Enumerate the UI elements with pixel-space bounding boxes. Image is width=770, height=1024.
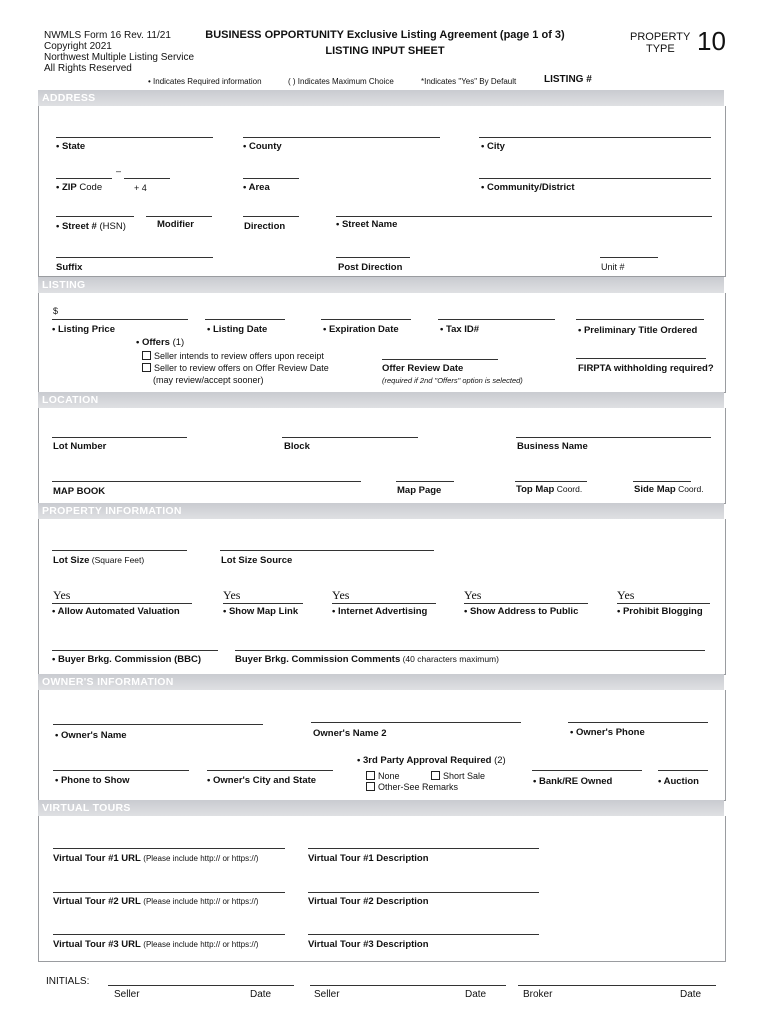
street-number-label: • Street # (HSN) (56, 221, 126, 232)
area-field[interactable] (243, 178, 299, 179)
org-name: Northwest Multiple Listing Service (44, 52, 195, 63)
map-link-field[interactable] (223, 603, 303, 604)
listing-date-field[interactable] (205, 319, 285, 320)
form-number: NWMLS Form 16 Rev. 11/21 (44, 30, 171, 41)
show-address-label: • Show Address to Public (464, 606, 579, 617)
owner-name-field[interactable] (53, 724, 263, 725)
post-direction-field[interactable] (336, 257, 410, 258)
tour-2-url-field[interactable] (53, 892, 285, 893)
bbc-comments-field[interactable] (235, 650, 705, 651)
tax-id-label: • Tax ID# (440, 324, 480, 335)
section-address-title: ADDRESS (42, 92, 96, 104)
seller-2-caption: Seller (314, 989, 340, 1000)
block-field[interactable] (282, 437, 418, 438)
checkbox[interactable] (366, 782, 375, 791)
zip-dash: – (116, 166, 122, 176)
zip-plus4-field[interactable] (124, 178, 170, 179)
owner-phone-label: • Owner's Phone (570, 727, 645, 738)
initials-seller-field[interactable] (108, 985, 294, 986)
lot-size-label: Lot Size (Square Feet) (53, 555, 145, 566)
tour-1-desc-field[interactable] (308, 848, 539, 849)
lot-size-source-label: Lot Size Source (221, 555, 293, 566)
offer-option-note: (may review/accept sooner) (153, 375, 264, 385)
property-type-label: PROPERTY (630, 31, 691, 43)
checkbox[interactable] (142, 363, 151, 372)
community-field[interactable] (479, 178, 711, 179)
internet-field[interactable] (332, 603, 436, 604)
tour-3-url-label: Virtual Tour #3 URL (Please include http:// or https://) (53, 939, 259, 950)
auction-label: • Auction (658, 776, 699, 787)
top-map-label: Top Map Coord. (516, 484, 583, 495)
street-number-field[interactable] (56, 216, 134, 217)
county-label: • County (243, 141, 282, 152)
listing-price-field[interactable] (52, 319, 188, 320)
owner-phone-field[interactable] (568, 722, 708, 723)
map-link-label: • Show Map Link (223, 606, 299, 617)
initials-label: INITIALS: (46, 976, 90, 987)
tour-3-url-field[interactable] (53, 934, 285, 935)
owner-name-2-field[interactable] (311, 722, 521, 723)
state-field[interactable] (56, 137, 213, 138)
business-name-label: Business Name (517, 441, 588, 452)
avm-value[interactable]: Yes (53, 588, 71, 602)
bank-re-owned-field[interactable] (532, 770, 642, 771)
offer-review-date-label: Offer Review Date (382, 363, 464, 374)
offer-option-receipt[interactable]: Seller intends to review offers upon receipt (142, 351, 324, 361)
property-type-value: 10 (697, 26, 726, 56)
dollar-sign: $ (53, 306, 59, 316)
show-address-field[interactable] (464, 603, 588, 604)
bbc-label: • Buyer Brkg. Commission (BBC) (52, 654, 202, 665)
avm-label: • Allow Automated Valuation (52, 606, 180, 617)
avm-field[interactable] (52, 603, 192, 604)
city-field[interactable] (479, 137, 711, 138)
form-title: BUSINESS OPPORTUNITY Exclusive Listing Agreement (page 1 of 3) (205, 29, 565, 41)
post-direction-label: Post Direction (338, 262, 403, 273)
date-2-caption: Date (465, 989, 487, 1000)
state-label: • State (56, 141, 86, 152)
lot-number-field[interactable] (52, 437, 187, 438)
section-tours-band (38, 800, 724, 816)
map-link-value[interactable]: Yes (223, 588, 241, 602)
internet-label: • Internet Advertising (332, 606, 428, 617)
checkbox[interactable] (431, 771, 440, 780)
phone-to-show-label: • Phone to Show (55, 775, 130, 786)
side-map-label: Side Map Coord. (634, 484, 704, 495)
auction-field[interactable] (658, 770, 708, 771)
tour-3-desc-field[interactable] (308, 934, 539, 935)
city-label: • City (481, 141, 505, 152)
modifier-label: Modifier (157, 219, 194, 230)
firpta-label: FIRPTA withholding required? (578, 363, 714, 374)
section-owner-band (38, 674, 724, 690)
seller-caption: Seller (114, 989, 140, 1000)
owner-city-state-field[interactable] (207, 770, 333, 771)
modifier-field[interactable] (146, 216, 212, 217)
section-location (38, 408, 726, 504)
lot-size-field[interactable] (52, 550, 187, 551)
checkbox[interactable] (142, 351, 151, 360)
suffix-field[interactable] (56, 257, 213, 258)
form-subtitle: LISTING INPUT SHEET (325, 45, 445, 57)
tour-2-desc-label: Virtual Tour #2 Description (308, 896, 429, 907)
zip-label: • ZIP Code (56, 182, 103, 193)
owner-name-2-label: Owner's Name 2 (313, 728, 387, 739)
block-label: Block (284, 441, 310, 452)
show-address-value[interactable]: Yes (464, 588, 482, 602)
top-map-field[interactable] (515, 481, 587, 482)
area-label: • Area (243, 182, 270, 193)
unit-label: Unit # (601, 262, 625, 272)
third-party-other[interactable]: Other-See Remarks (366, 782, 458, 792)
owner-city-state-label: • Owner's City and State (207, 775, 317, 786)
blogging-value[interactable]: Yes (617, 588, 635, 602)
section-listing-title: LISTING (42, 279, 86, 291)
county-field[interactable] (243, 137, 440, 138)
section-location-band (38, 392, 724, 408)
initials-broker-field[interactable] (518, 985, 716, 986)
listing-date-label: • Listing Date (207, 324, 268, 335)
offers-label: • Offers (1) (136, 337, 185, 348)
community-label: • Community/District (481, 182, 575, 193)
section-tours-title: VIRTUAL TOURS (42, 802, 131, 814)
section-property-band (38, 503, 724, 519)
prelim-title-label: • Preliminary Title Ordered (578, 325, 698, 336)
third-party-none[interactable]: None (366, 771, 400, 781)
third-party-label: • 3rd Party Approval Required (2) (357, 755, 506, 766)
tour-1-desc-label: Virtual Tour #1 Description (308, 853, 429, 864)
plus4-label: + 4 (134, 183, 147, 193)
offer-review-note: (required if 2nd "Offers" option is selected) (382, 376, 523, 385)
map-page-label: Map Page (397, 485, 442, 496)
tour-2-desc-field[interactable] (308, 892, 539, 893)
phone-to-show-field[interactable] (53, 770, 189, 771)
lot-number-label: Lot Number (53, 441, 107, 452)
lot-size-source-field[interactable] (220, 550, 434, 551)
map-book-field[interactable] (52, 481, 361, 482)
blogging-label: • Prohibit Blogging (617, 606, 703, 617)
prelim-title-field[interactable] (576, 319, 704, 320)
offer-review-date-field[interactable] (382, 359, 498, 360)
internet-value[interactable]: Yes (332, 588, 350, 602)
street-name-field[interactable] (336, 216, 712, 217)
tax-id-field[interactable] (438, 319, 555, 320)
bank-re-owned-label: • Bank/RE Owned (533, 776, 613, 787)
date-3-caption: Date (680, 989, 702, 1000)
section-location-title: LOCATION (42, 394, 99, 406)
section-address-band (38, 90, 724, 106)
listing-price-label: • Listing Price (52, 324, 115, 335)
expiration-date-field[interactable] (321, 319, 411, 320)
firpta-field[interactable] (576, 358, 706, 359)
legend-default: *Indicates "Yes" By Default (421, 77, 517, 86)
bbc-comments-label: Buyer Brkg. Commission Comments (40 characters maximum) (235, 654, 499, 665)
tour-1-url-field[interactable] (53, 848, 285, 849)
street-name-label: • Street Name (336, 219, 398, 230)
broker-caption: Broker (523, 989, 553, 1000)
date-caption: Date (250, 989, 272, 1000)
map-page-field[interactable] (396, 481, 454, 482)
expiration-date-label: • Expiration Date (323, 324, 399, 335)
checkbox[interactable] (366, 771, 375, 780)
unit-field[interactable] (600, 257, 658, 258)
zip-field[interactable] (56, 178, 112, 179)
direction-label: Direction (244, 221, 286, 232)
third-party-short-sale[interactable]: Short Sale (431, 771, 485, 781)
suffix-label: Suffix (56, 262, 83, 273)
blogging-field[interactable] (617, 603, 710, 604)
business-name-field[interactable] (516, 437, 711, 438)
copyright: Copyright 2021 (44, 41, 112, 52)
map-book-label: MAP BOOK (53, 486, 106, 497)
offer-option-review-date[interactable]: Seller to review offers on Offer Review Date (142, 363, 329, 373)
tour-3-desc-label: Virtual Tour #3 Description (308, 939, 429, 950)
rights: All Rights Reserved (44, 63, 132, 74)
listing-number-label: LISTING # (544, 74, 592, 85)
section-owner-title: OWNER'S INFORMATION (42, 676, 174, 688)
owner-name-label: • Owner's Name (55, 730, 127, 741)
legend-max: ( ) Indicates Maximum Choice (288, 77, 394, 86)
direction-field[interactable] (243, 216, 299, 217)
tour-1-url-label: Virtual Tour #1 URL (Please include http:// or https://) (53, 853, 259, 864)
initials-seller-2-field[interactable] (310, 985, 506, 986)
section-listing-band (38, 277, 724, 293)
legend-required: • Indicates Required information (148, 77, 262, 86)
section-property-title: PROPERTY INFORMATION (42, 505, 182, 517)
tour-2-url-label: Virtual Tour #2 URL (Please include http:// or https://) (53, 896, 259, 907)
property-type-label-2: TYPE (646, 43, 675, 55)
bbc-field[interactable] (52, 650, 218, 651)
side-map-field[interactable] (633, 481, 691, 482)
